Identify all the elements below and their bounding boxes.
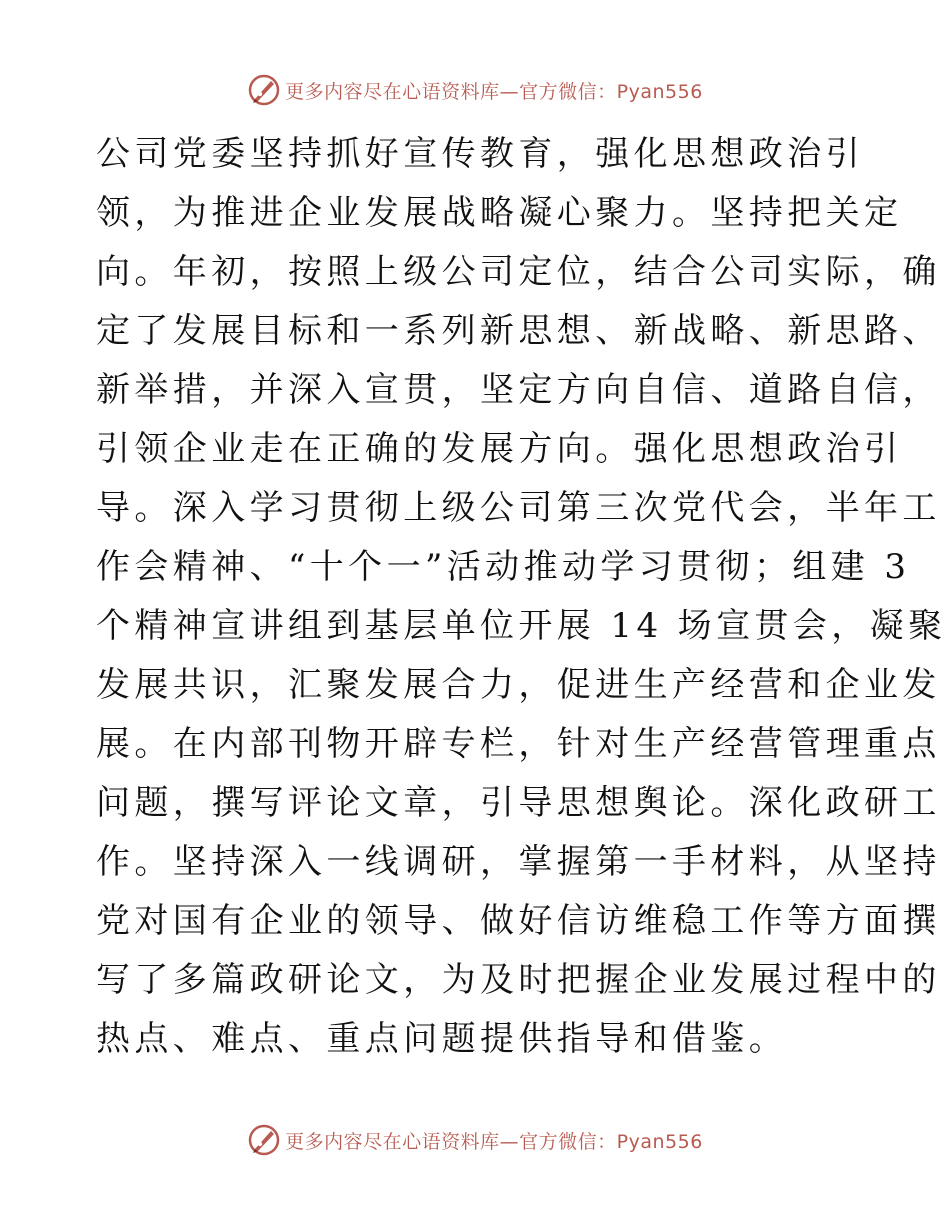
body-line: 展。在内部刊物开辟专栏，针对生产经营管理重点 [96,724,941,764]
footer-banner [0,1122,950,1158]
body-line: 引领企业走在正确的发展方向。强化思想政治引 [96,429,903,469]
header-banner [0,72,950,108]
body-line: 写了多篇政研论文，为及时把握企业发展过程中的 [96,960,941,1000]
footer-banner-text: 更多内容尽在心语资料库—官方微信：Pyan556 [285,1130,703,1153]
body-line: 公司党委坚持抓好宣传教育，强化思想政治引 [96,134,864,174]
body-line: 领，为推进企业发展战略凝心聚力。坚持把关定 [96,193,903,233]
body-line: 作。坚持深入一线调研，掌握第一手材料，从坚持 [96,842,941,882]
body-line: 作会精神、“十个一”活动推动学习贯彻；组建 3 [96,547,911,587]
body-line: 发展共识，汇聚发展合力，促进生产经营和企业发 [96,665,941,705]
body-line: 定了发展目标和一系列新思想、新战略、新思路、 [96,311,941,351]
body-line: 个精神宣讲组到基层单位开展 14 场宣贯会，凝聚 [96,606,947,646]
body-line: 向。年初，按照上级公司定位，结合公司实际，确 [96,252,941,292]
body-line: 问题，撰写评论文章，引导思想舆论。深化政研工 [96,783,941,823]
body-line: 新举措，并深入宣贯，坚定方向自信、道路自信， [96,370,941,410]
quill-pen-logo-icon [247,1123,281,1157]
body-line: 热点、难点、重点问题提供指导和借鉴。 [96,1019,788,1059]
document-body [96,125,947,1069]
quill-pen-logo-icon [247,73,281,107]
body-line: 导。深入学习贯彻上级公司第三次党代会，半年工 [96,488,941,528]
header-banner-text: 更多内容尽在心语资料库—官方微信：Pyan556 [285,80,703,103]
body-line: 党对国有企业的领导、做好信访维稳工作等方面撰 [96,901,941,941]
